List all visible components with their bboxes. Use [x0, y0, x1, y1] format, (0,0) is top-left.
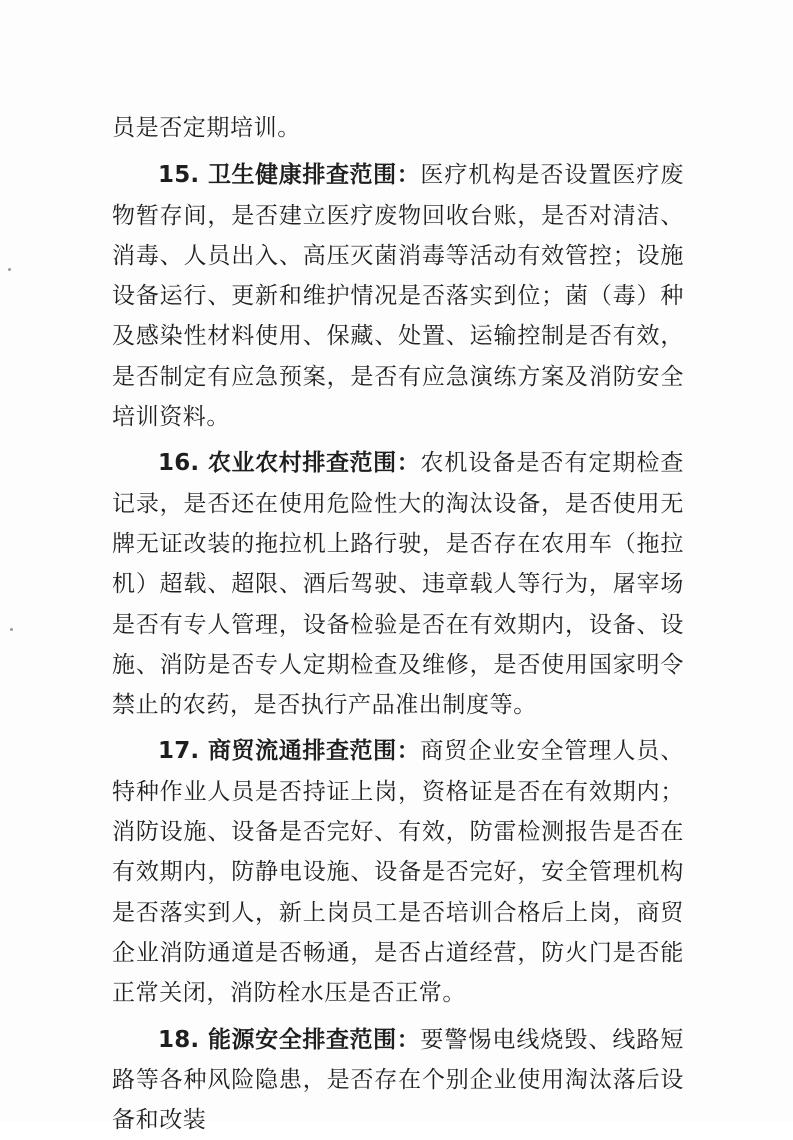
section-heading: 17. 商贸流通排查范围：	[158, 738, 421, 765]
paragraph-health-scope	[112, 155, 684, 437]
scan-speck	[8, 268, 11, 271]
paragraph-commerce-scope	[112, 731, 684, 1013]
paragraph-agriculture-scope	[112, 443, 684, 725]
section-heading: 16. 农业农村排查范围：	[158, 450, 421, 477]
section-heading: 15. 卫生健康排查范围：	[158, 162, 421, 189]
paragraph-text: 农机设备是否有定期检查记录，是否还在使用危险性大的淘汰设备，是否使用无牌无证改装的拖拉机上路行驶，是否存在农用车（拖拉机）超载、超限、酒后驾驶、违章载人等行为，屠宰场是否有专人管理，设备检验是否在有效期内，设备、设施、消防是否专人定期检查及维修，是否使用国家明令禁止的农药，是否执行产品准出制度等。	[112, 450, 684, 719]
paragraph-text: 商贸企业安全管理人员、特种作业人员是否持证上岗，资格证是否在有效期内；消防设施、设备是否完好、有效，防雷检测报告是否在有效期内，防静电设施、设备是否完好，安全管理机构是否落实到人，新上岗员工是否培训合格后上岗，商贸企业消防通道是否畅通，是否占道经营，防火门是否能正常关闭，消防栓水压是否正常。	[112, 738, 684, 1007]
paragraph-continuation	[112, 108, 684, 148]
document-body	[112, 108, 684, 1140]
paragraph-text: 要警惕电线烧毁、线路短路等各种风险隐患，是否存在个别企业使用淘汰落后设备和改装	[112, 1026, 684, 1134]
paragraph-text: 员是否定期培训。	[112, 115, 301, 141]
scan-speck	[10, 628, 13, 631]
section-heading: 18. 能源安全排查范围：	[158, 1026, 421, 1053]
paragraph-text: 医疗机构是否设置医疗废物暂存间，是否建立医疗废物回收台账，是否对清洁、消毒、人员出入、高压灭菌消毒等活动有效管控；设施设备运行、更新和维护情况是否落实到位；菌（毒）种及感染性材料使用、保藏、处置、运输控制是否有效，是否制定有应急预案，是否有应急演练方案及消防安全培训资料。	[112, 162, 684, 431]
